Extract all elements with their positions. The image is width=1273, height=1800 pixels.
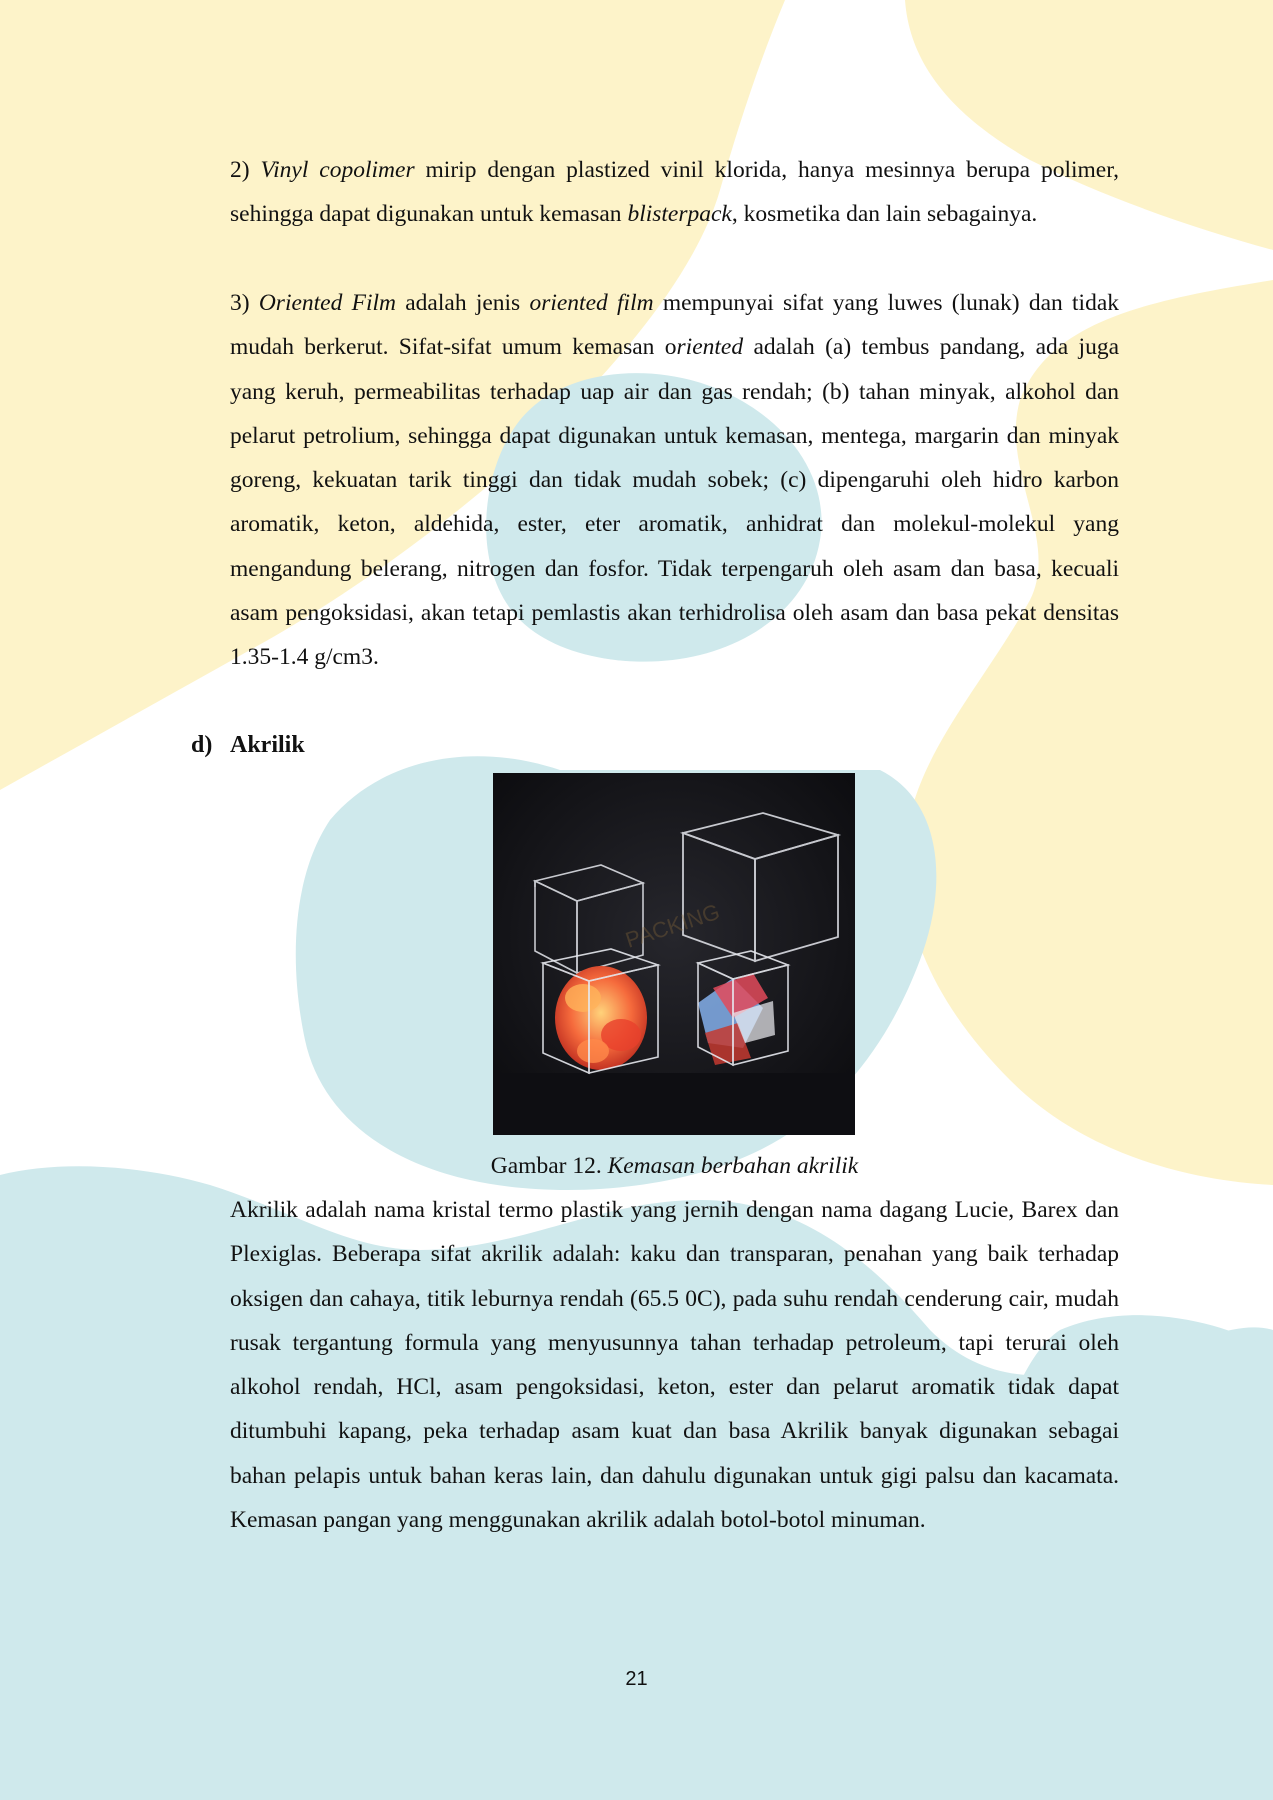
caption-prefix: Gambar 12. [490,1153,608,1179]
term-oriented: riented [676,334,744,361]
paragraph-text: mempunyai sifat yang luwes (lunak) dan tidak mudah berkerut. Sifat-sifat umum kemasan o [230,290,1119,361]
item-number: 2) [230,157,250,183]
section-heading-akrilik [191,725,305,765]
paragraph-akrilik: Akrilik adalah nama kristal termo plastik yang jernih dengan nama dagang Lucie, Barex dan Plexiglas. Beberapa sifat akrilik adalah: kaku dan transparan, penahan yang baik terhadap oksigen dan cahaya, titik leburnya rendah (65.5 0C), pada suhu rendah cenderung cair, mudah rusak tergantung formula yang menyusunnya tahan terhadap petroleum, tapi terurai oleh alkohol rendah, HCl, asam pengoksidasi, keton, ester dan pelarut aromatik tidak dapat ditumbuhi kapang, peka terhadap asam kuat dan basa Akrilik banyak digunakan sebagai bahan pelapis untuk bahan keras lain, dan dahulu digunakan untuk gigi palsu dan kacamata. Kemasan pangan yang menggunakan akrilik adalah botol-botol minuman. [230,1197,1119,1534]
section-title: Akrilik [230,732,305,758]
acrylic-boxes-photo [493,773,855,1135]
paragraph-text: mirip dengan plastized vinil klorida, hanya mesinnya berupa polimer, sehingga dapat digunakan untuk kemasan [230,157,1119,228]
paragraph-vinyl-copolimer [230,148,1119,237]
figure-caption [230,1148,1119,1184]
paragraph-text: adalah jenis [396,290,530,316]
item-number: 3) [230,290,250,316]
term-oriented-film: Oriented Film [258,290,396,316]
term-blisterpack: blisterpack [627,201,732,228]
photo-floor-reflection [493,1073,855,1135]
caption-title: Kemasan berbahan akrilik [607,1153,859,1179]
page-number: 21 [625,1668,648,1690]
paragraph-oriented-film [230,281,1119,680]
paragraph-text: adalah (a) tembus pandang, ada juga yang keruh, permeabilitas terhadap uap air dan gas rendah; (b) tahan minyak, alkohol dan pelarut petrolium, sehingga dapat digunakan untuk kemasan, mentega, margarin dan minyak goreng, kekuatan tarik tinggi dan tidak mudah sobek; (c) dipengaruhi oleh hidro karbon aromatik, keton, aldehida, ester, eter aromatik, anhidrat dan molekul-molekul yang mengandung belerang, nitrogen dan fosfor. Tidak terpengaruh oleh asam dan basa, kecuali asam pengoksidasi, akan tetapi pemlastis akan terhidrolisa oleh asam dan basa pekat densitas 1.35-1.4 g/cm3. [230,334,1119,671]
paragraph-text: , kosmetika dan lain sebagainya. [731,201,1038,228]
photo-watermark: PACKING [622,898,723,953]
term-vinyl-copolimer: Vinyl copolimer [260,157,415,183]
section-number: d) [191,732,213,758]
term-oriented-film-lower: oriented film [529,290,654,316]
